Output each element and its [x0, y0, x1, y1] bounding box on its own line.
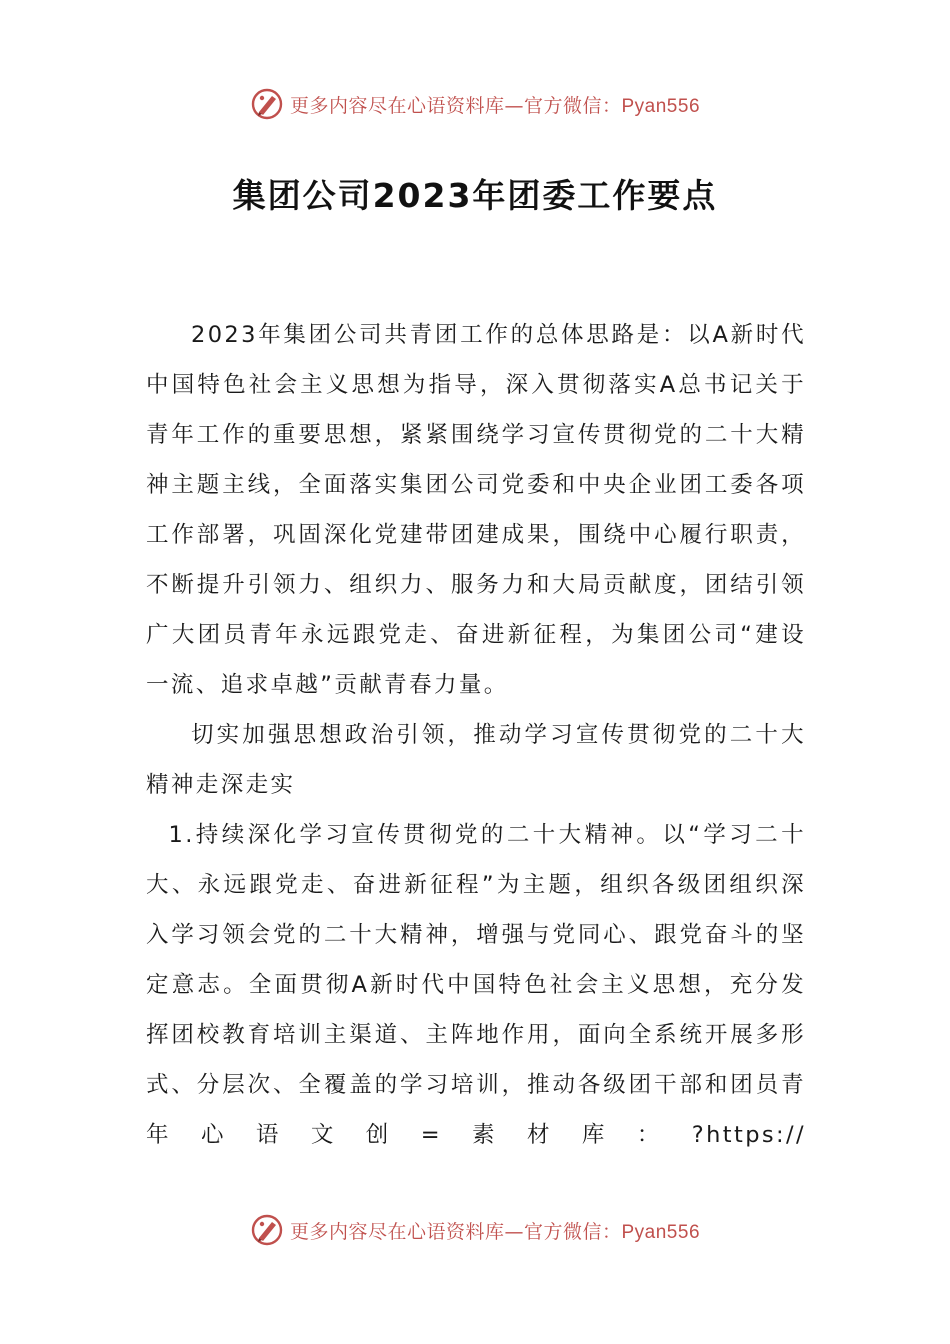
document-body — [146, 310, 806, 1160]
pen-circle-icon — [250, 87, 284, 121]
footer-watermark — [0, 1210, 950, 1250]
watermark-text: 更多内容尽在心语资料库—官方微信：Pyan556 — [289, 94, 701, 117]
paragraph-intro: 2023年集团公司共青团工作的总体思路是：以A新时代中国特色社会主义思想为指导，深入贯彻落实A总书记关于青年工作的重要思想，紧紧围绕学习宣传贯彻党的二十大精神主题主线，全面落实集团公司党委和中央企业团工委各项工作部署，巩固深化党建带团建成果，围绕中心履行职责，不断提升引领力、组织力、服务力和大局贡献度，团结引领广大团员青年永远跟党走、奋进新征程，为集团公司“建设一流、追求卓越”贡献青春力量。 — [146, 322, 806, 698]
pen-circle-icon — [250, 1213, 284, 1247]
section-heading: 切实加强思想政治引领，推动学习宣传贯彻党的二十大精神走深走实 — [146, 722, 806, 798]
paragraph-item-1: 1.持续深化学习宣传贯彻党的二十大精神。以“学习二十大、永远跟党走、奋进新征程”为主题，组织各级团组织深入学习领会党的二十大精神，增强与党同心、跟党奋斗的坚定意志。全面贯彻A新时代中国特色社会主义思想，充分发挥团校教育培训主渠道、主阵地作用，面向全系统开展多形式、分层次、全覆盖的学习培训，推动各级团干部和团员青年心语文创=素材库：?https:// — [146, 822, 806, 1148]
watermark-text: 更多内容尽在心语资料库—官方微信：Pyan556 — [289, 1220, 701, 1243]
document-title: 集团公司2023年团委工作要点 — [232, 176, 718, 215]
header-watermark — [0, 84, 950, 124]
